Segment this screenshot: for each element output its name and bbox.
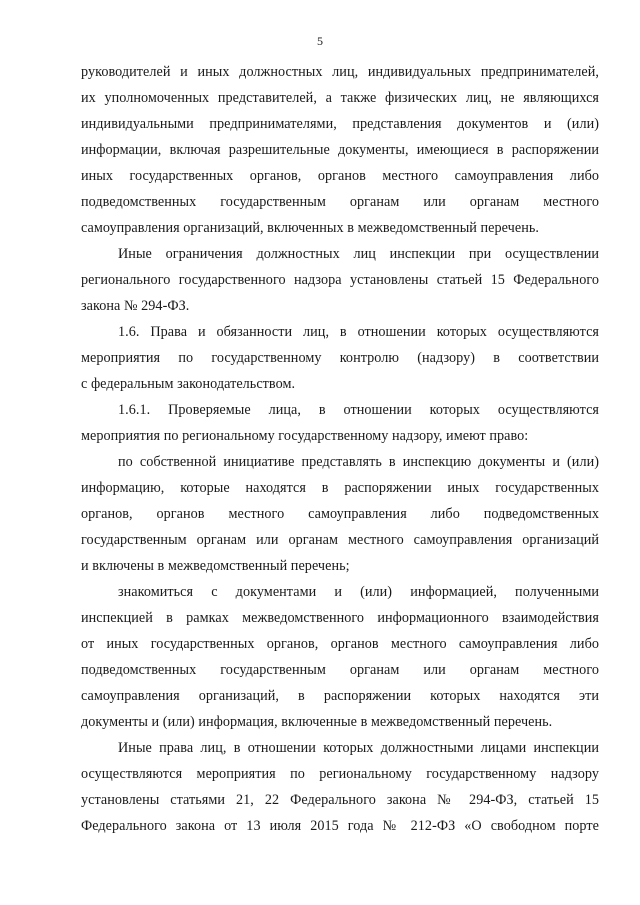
text-line: документы и (или) информация, включенные в межведомственный перечень. <box>81 714 553 730</box>
text-line: инспекцией в рамках межведомственного информационного взаимодействия <box>81 610 599 626</box>
text-line: индивидуальными предпринимателями, представления документов и (или) <box>81 116 599 132</box>
text-line: по собственной инициативе представлять в инспекцию документы и (или) <box>118 454 599 470</box>
paragraph-section-1-6-1 <box>81 397 599 449</box>
text-line: подведомственных государственным органам или органам местного <box>81 194 599 210</box>
paragraph-other-rights <box>81 735 599 839</box>
text-line: установлены статьями 21, 22 Федерального закона № 294-ФЗ, статьей 15 <box>81 792 599 808</box>
text-line: с федеральным законодательством. <box>81 376 296 392</box>
paragraph-section-1-6 <box>81 319 599 397</box>
text-line: руководителей и иных должностных лиц, индивидуальных предпринимателей, <box>81 64 599 80</box>
text-line: мероприятия по региональному государственному надзору, имеют право: <box>81 428 529 444</box>
text-line: 1.6.1. Проверяемые лица, в отношении которых осуществляются <box>118 402 599 418</box>
paragraph-continuation <box>81 59 599 241</box>
text-line: осуществляются мероприятия по региональному государственному надзору <box>81 766 599 782</box>
paragraph-right-submit <box>81 449 599 579</box>
text-line: самоуправления организаций, в распоряжении которых находятся эти <box>81 688 599 704</box>
text-line: Иные права лиц, в отношении которых должностными лицами инспекции <box>118 740 599 756</box>
text-line: их уполномоченных представителей, а также физических лиц, не являющихся <box>81 90 599 106</box>
text-line: и включены в межведомственный перечень; <box>81 558 350 574</box>
text-line: самоуправления организаций, включенных в межведомственный перечень. <box>81 220 539 236</box>
text-line: Федерального закона от 13 июля 2015 года № 212-ФЗ «О свободном порте <box>81 818 599 834</box>
text-line: информацию, которые находятся в распоряжении иных государственных <box>81 480 599 496</box>
text-line: регионального государственного надзора установлены статьей 15 Федерального <box>81 272 599 288</box>
page-number: 5 <box>317 34 323 48</box>
paragraph-restrictions <box>81 241 599 319</box>
text-line: иных государственных органов, органов местного самоуправления либо <box>81 168 599 184</box>
text-line: от иных государственных органов, органов местного самоуправления либо <box>81 636 599 652</box>
text-line: мероприятия по государственному контролю (надзору) в соответствии <box>81 350 599 366</box>
text-line: закона № 294-ФЗ. <box>81 298 190 314</box>
text-line: органов, органов местного самоуправления либо подведомственных <box>81 506 599 522</box>
text-line: подведомственных государственным органам или органам местного <box>81 662 599 678</box>
text-line: информации, включая разрешительные документы, имеющиеся в распоряжении <box>81 142 599 158</box>
text-line: Иные ограничения должностных лиц инспекции при осуществлении <box>118 246 599 262</box>
paragraph-right-review <box>81 579 599 735</box>
body-text <box>81 59 599 839</box>
text-line: знакомиться с документами и (или) информацией, полученными <box>118 584 599 600</box>
text-line: 1.6. Права и обязанности лиц, в отношении которых осуществляются <box>118 324 599 340</box>
text-line: государственным органам или органам местного самоуправления организаций <box>81 532 599 548</box>
